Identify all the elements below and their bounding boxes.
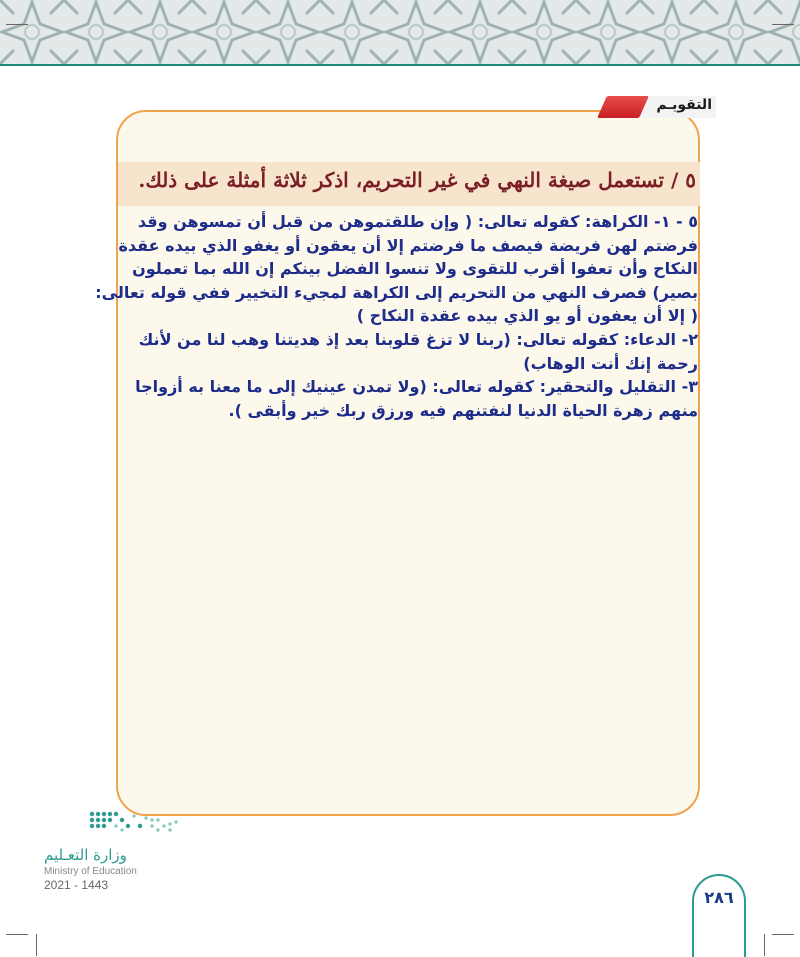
answer-body (95, 210, 698, 422)
crop-mark (6, 24, 28, 25)
crop-mark (772, 24, 794, 25)
section-title: التقويـم (656, 97, 712, 113)
answer-line: ٥ - ١- الكراهة: كقوله تعالى: ( وإن طلقتموهن من قبل أن تمسوهن وقد (137, 212, 698, 231)
section-tag (608, 96, 716, 118)
answer-line: النكاح وأن تعفوا أقرب للتقوى ولا تنسوا الفضل بينكم إن الله بما تعملون (132, 259, 698, 279)
answer-line: ٢- الدعاء: كقوله تعالى: (ربنا لا تزغ قلوبنا بعد إذ هديتنا وهب لنا من لأنك (138, 329, 698, 349)
answer-line: بصير) فصرف النهي من التحريم إلى الكراهة لمجيء التخيير ففي قوله تعالى: (95, 282, 698, 302)
question-text: ٥ / تستعمل صيغة النهي في غير التحريم، اذكر ثلاثة أمثلة على ذلك. (138, 168, 696, 192)
crop-mark (772, 934, 794, 935)
header-decoration (0, 0, 800, 66)
section-tag-marker (597, 96, 649, 118)
answer-line: ٣- التقليل والتحقير: كقوله تعالى: (ولا تمدن عينيك إلى ما معنا به أزواجا (135, 377, 698, 397)
answer-line: منهم زهرة الحياة الدنيا لنفتنهم فيه ورزق ربك خير وأبقى ). (228, 400, 698, 420)
ministry-name-arabic: وزارة التعـليم (44, 846, 127, 864)
answer-line: فرضتم لهن فريضة فيصف ما فرضتم إلا أن يعقون أو يغفو الذي بيده عقدة (118, 235, 698, 255)
page-number-tab (692, 874, 746, 957)
header-rule (0, 64, 800, 66)
page-number: ٢٨٦ (704, 888, 734, 907)
answer-line: ( إلا أن يعفون أو يو الذي بيده عقدة النكاح ) (356, 306, 698, 326)
crop-mark (6, 934, 28, 935)
crop-mark (36, 934, 37, 956)
answer-line: رحمة إنك أنت الوهاب) (523, 353, 698, 373)
edition-year: 2021 - 1443 (44, 878, 109, 892)
crop-mark (764, 934, 765, 956)
ministry-name-english: Ministry of Education (44, 866, 137, 877)
